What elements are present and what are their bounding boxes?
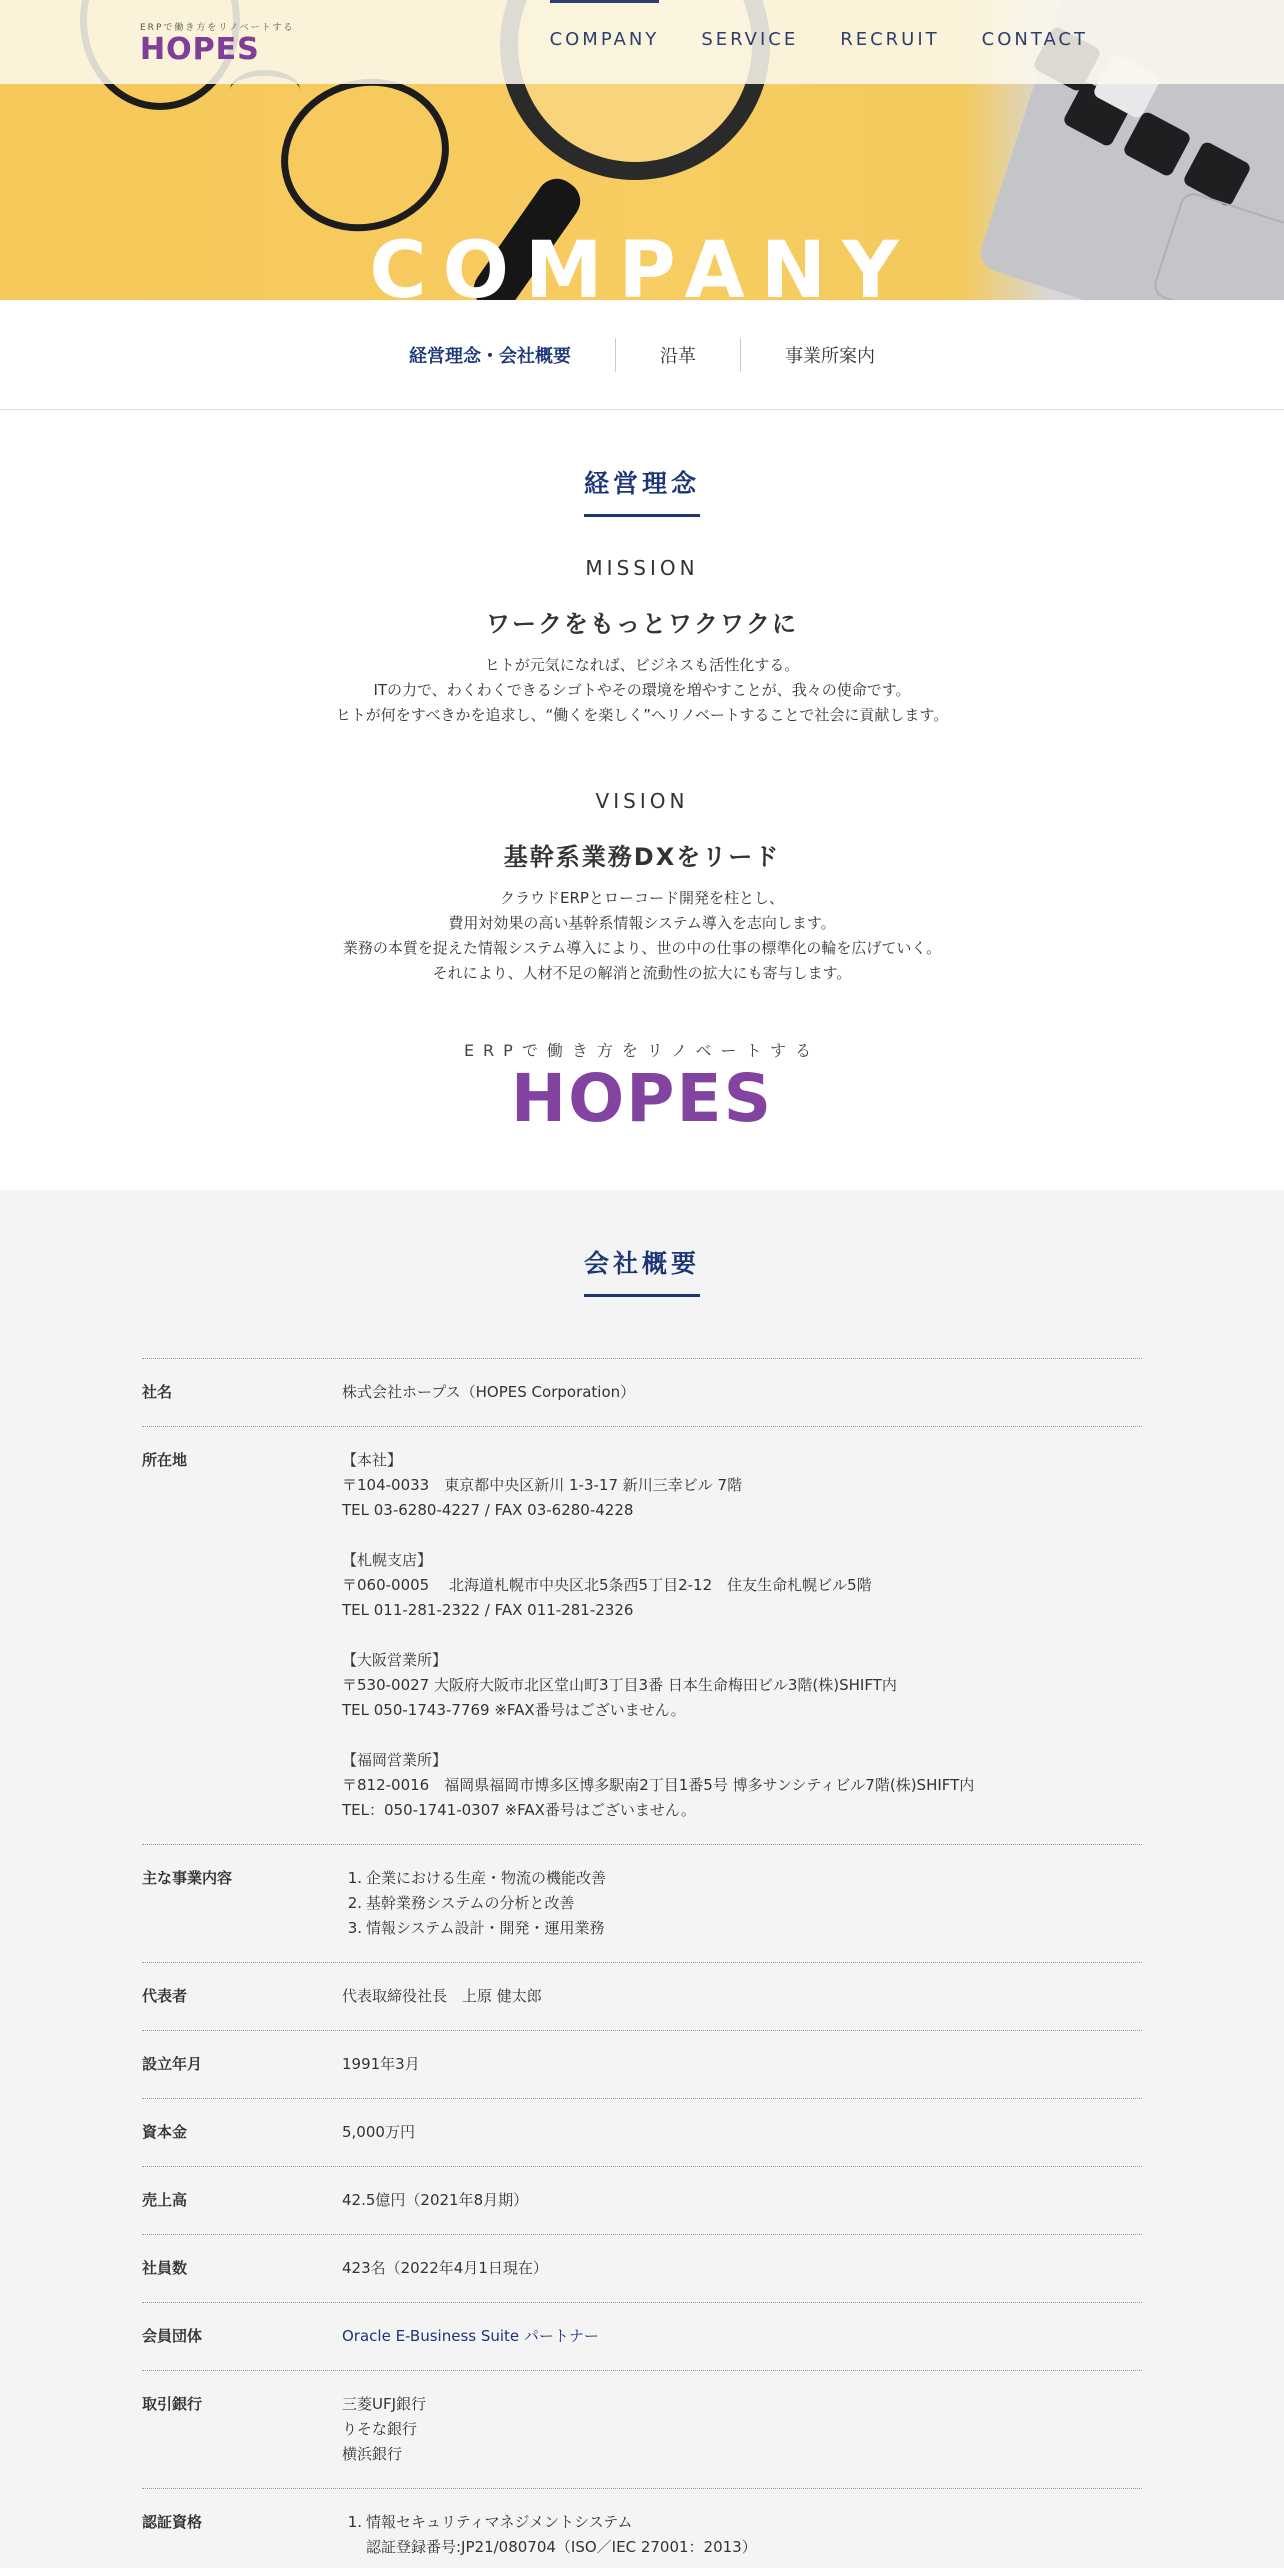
list-item: 横浜銀行 [342,2445,403,2463]
table-row [142,2167,1142,2235]
row-value: 42.5億円（2021年8月期） [342,2191,529,2209]
table-row [142,2489,1142,2568]
row-key: 所在地 [142,1451,188,1469]
site-header [0,0,1284,84]
nav-contact[interactable]: CONTACT [981,29,1088,50]
table-row [142,2031,1142,2099]
tab-history[interactable]: 沿革 [660,345,696,367]
row-value: 1991年3月 [342,2055,420,2073]
vision-heading: 基幹系業務DXをリード [503,843,781,871]
office-tel: TEL 050-1743-7769 ※FAX番号はございません。 [342,1701,686,1719]
list-item: 1. 情報セキュリティマネジメントシステム [347,2513,633,2531]
office-tel: TEL 011-281-2322 / FAX 011-281-2326 [342,1601,634,1619]
row-key: 売上高 [142,2191,188,2209]
office-tel: TEL：050-1741-0307 ※FAX番号はございません。 [342,1801,696,1819]
office-address: 〒812-0016 福岡県福岡市博多区博多駅南2丁目1番5号 博多サンシティビル7階(株)SHIFT内 [342,1776,975,1794]
sub-tabs [0,300,1284,410]
row-key: 社員数 [142,2259,188,2277]
row-value [342,2324,1142,2349]
list-item: 三菱UFJ銀行 [342,2395,427,2413]
mission-text: ヒトが元気になれば、ビジネスも活性化する。 ITの力で、わくわくできるシゴトやその環境を増やすことが、我々の使命です。 ヒトが何をすべきかを追求し、“働くを楽しく”へリノベートすることで社会に貢献します。 [335,656,949,724]
row-value: 株式会社ホープス（HOPES Corporation） [342,1383,636,1401]
office-address: 〒104-0033 東京都中央区新川 1-3-17 新川三幸ビル 7階 [342,1476,743,1494]
vision-text: クラウドERPとローコード開発を柱とし、 費用対効果の高い基幹系情報システム導入を志向します。 業務の本質を捉えた情報システム導入により、世の中の仕事の標準化の輪を広げていく。 それにより、人材不足の解消と流動性の拡大にも寄与します。 [342,889,942,982]
row-key: 資本金 [142,2123,188,2141]
row-value: 代表取締役社長 上原 健太郎 [342,1987,542,2005]
table-row [142,2235,1142,2303]
office-name: 【本社】 [342,1451,403,1469]
row-value [342,1866,1142,1941]
list-item: りそな銀行 [342,2420,418,2438]
table-row [142,2371,1142,2489]
office-name: 【大阪営業所】 [342,1651,448,1669]
row-key: 設立年月 [142,2055,203,2073]
hopes-logo-large [0,1038,1284,1137]
list-item: 2. 基幹業務システムの分析と改善 [347,1894,575,1912]
profile-table [142,1358,1142,2568]
row-value: 423名（2022年4月1日現在） [342,2259,548,2277]
row-value [342,2510,1142,2560]
table-row [142,1359,1142,1427]
main-nav [550,29,1088,50]
row-key: 社名 [142,1383,173,1401]
site-logo[interactable] [140,20,300,66]
row-key: 認証資格 [142,2513,203,2531]
logo-tagline: ERPで働き方をリノベートする [463,1041,821,1060]
row-key: 取引銀行 [142,2395,203,2413]
office-address: 〒530-0027 大阪府大阪市北区堂山町3丁目3番 日本生命梅田ビル3階(株)SHIFT内 [342,1676,897,1694]
row-value [342,1448,1142,1823]
table-row [142,2099,1142,2167]
tab-offices[interactable]: 事業所案内 [785,345,875,367]
cert-detail: 認証登録番号:JP21/080704（ISO／IEC 27001：2013） [366,2538,757,2556]
oracle-partner-link[interactable]: Oracle E-Business Suite パートナー [342,2327,599,2345]
row-key: 代表者 [142,1987,188,2005]
logo-tagline: ERPで働き方をリノベートする [140,23,295,33]
nav-company[interactable]: COMPANY [549,29,660,50]
profile-title: 会社概要 [0,1244,1284,1297]
table-row [142,2303,1142,2371]
mission-heading: ワークをもっとワクワクに [486,610,798,638]
hero-title: COMPANY [369,226,915,300]
nav-recruit[interactable]: RECRUIT [840,29,940,50]
philosophy-title: 経営理念 [0,464,1284,517]
table-row [142,1963,1142,2031]
table-row [142,1427,1142,1845]
office-address: 〒060-0005 北海道札幌市中央区北5条西5丁目2-12 住友生命札幌ビル5階 [342,1576,872,1594]
nav-service[interactable]: SERVICE [701,29,799,50]
list-item: 3. 情報システム設計・開発・運用業務 [347,1919,605,1937]
row-value [342,2392,1142,2467]
mission-label: MISSION [585,556,699,580]
office-tel: TEL 03-6280-4227 / FAX 03-6280-4228 [342,1501,634,1519]
office-name: 【福岡営業所】 [342,1751,448,1769]
table-row [142,1845,1142,1963]
row-value: 5,000万円 [342,2123,415,2141]
office-name: 【札幌支店】 [342,1551,433,1569]
row-key: 会員団体 [142,2327,203,2345]
logo-wordmark: HOPES [140,33,300,67]
row-key: 主な事業内容 [142,1869,233,1887]
list-item: 1. 企業における生産・物流の機能改善 [347,1869,607,1887]
tab-philosophy-overview[interactable]: 経営理念・会社概要 [409,345,571,367]
vision-label: VISION [595,789,689,813]
logo-wordmark: HOPES [510,1060,774,1137]
